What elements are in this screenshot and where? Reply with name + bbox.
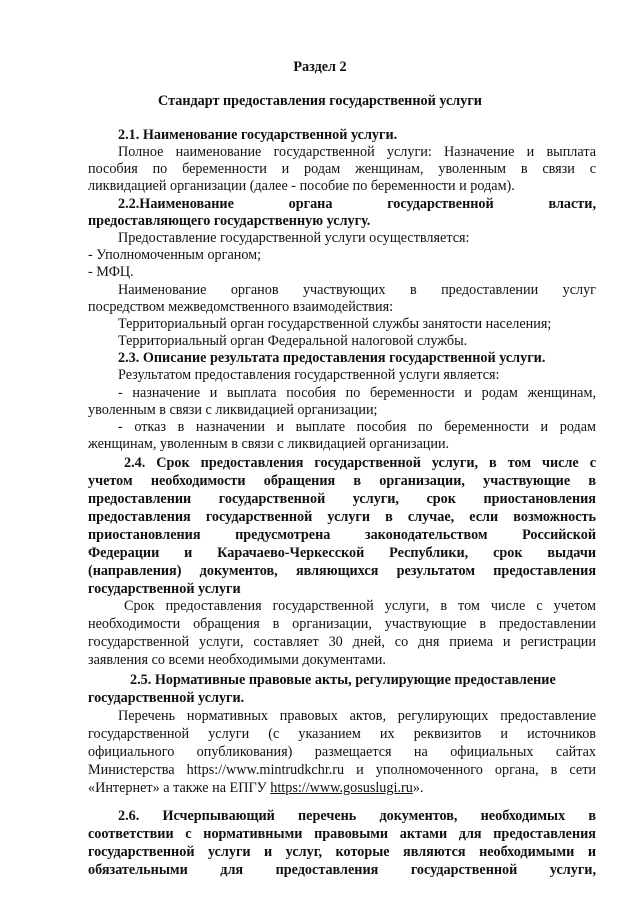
s24-title-7: (направления) документов, являющихся результатом предоставления — [88, 563, 596, 579]
s22-line-5: посредством межведомственного взаимодействия: — [88, 299, 394, 315]
s26-title-4: обязательными для предоставления государственной услуги, — [88, 862, 596, 878]
section-number: Раздел 2 — [293, 59, 347, 75]
gosuslugi-link[interactable]: https://www.gosuslugi.ru — [270, 780, 413, 796]
s26-title-3: государственной услуги и услуг, которые являются необходимыми и — [88, 844, 596, 860]
s24-title-8: государственной услуги — [88, 581, 241, 597]
s22-line-3: - МФЦ. — [88, 264, 134, 280]
s24-line-4: заявления со всеми необходимыми документами. — [88, 652, 386, 668]
s22-line-4: Наименование органов участвующих в предоставлении услуг — [118, 282, 596, 298]
s21-line-2: пособия по беременности и родам женщинам, уволенным в связи с — [88, 161, 596, 177]
s24-line-3: государственной услуги, составляет 30 дней, со дня приема и регистрации — [88, 634, 596, 650]
s25-line-3: официального опубликования) размещается на официальных сайтах — [88, 744, 596, 760]
s25-line-4: Министерства https://www.mintrudkchr.ru и уполномоченного органа, в сети — [88, 762, 596, 778]
s22-line-6: Территориальный орган государственной службы занятости населения; — [118, 316, 552, 332]
s22-line-2: - Уполномоченным органом; — [88, 247, 262, 263]
s26-title-1: 2.6. Исчерпывающий перечень документов, необходимых в — [118, 808, 596, 824]
s23-title: 2.3. Описание результата предоставления государственной услуги. — [118, 350, 546, 366]
s23-line-3: уволенным в связи с ликвидацией организации; — [88, 402, 378, 418]
s24-title-4: предоставления государственной услуги в случае, если возможность — [88, 509, 596, 525]
s25-line-1: Перечень нормативных правовых актов, регулирующих предоставление — [118, 708, 596, 724]
section-heading: Стандарт предоставления государственной услуги — [158, 93, 482, 109]
s23-line-5: женщинам, уволенным в связи с ликвидацией организации. — [88, 436, 450, 452]
s23-line-1: Результатом предоставления государственной услуги является: — [118, 367, 500, 383]
s23-line-2: - назначение и выплата пособия по беременности и родам женщинам, — [118, 385, 596, 401]
s24-line-1: Срок предоставления государственной услуги, в том числе с учетом — [124, 598, 596, 614]
s23-line-4: - отказ в назначении и выплате пособия по беременности и родам — [118, 419, 596, 435]
s25-title-1: 2.5. Нормативные правовые акты, регулирующие предоставление — [130, 672, 556, 688]
s22-title-1: 2.2.Наименование органа государственной власти, — [118, 196, 596, 212]
s24-title-3: предоставлении государственной услуги, срок приостановления — [88, 491, 596, 507]
s22-title-2: предоставляющего государственную услугу. — [88, 213, 371, 229]
s25-title-2: государственной услуги. — [88, 690, 245, 706]
s26-title-2: соответствии с нормативными правовыми актами для предоставления — [88, 826, 596, 842]
s24-line-2: необходимости обращения в организации, участвующие в предоставлении — [88, 616, 596, 632]
s25-line-5-end: ». — [412, 780, 424, 796]
s22-line-7: Территориальный орган Федеральной налоговой службы. — [118, 333, 468, 349]
s24-title-6: Федерации и Карачаево-Черкесской Республики, срок выдачи — [88, 545, 596, 561]
s21-line-3: ликвидацией организации (далее - пособие по беременности и родам). — [88, 178, 515, 194]
s25-line-5-text: «Интернет» а также на ЕПГУ — [88, 780, 271, 796]
s21-line-1: Полное наименование государственной услуги: Назначение и выплата — [118, 144, 596, 160]
s24-title-5: приостановления предусмотрена законодательством Российской — [88, 527, 596, 543]
s25-line-2: государственной услуги (с указанием их реквизитов и источников — [88, 726, 596, 742]
s24-title-1: 2.4. Срок предоставления государственной услуги, в том числе с — [124, 455, 596, 471]
s25-line-5 — [88, 779, 596, 797]
s24-title-2: учетом необходимости обращения в организации, участвующие в — [88, 473, 596, 489]
s22-line-1: Предоставление государственной услуги осуществляется: — [118, 230, 470, 246]
s21-title: 2.1. Наименование государственной услуги. — [118, 127, 398, 143]
